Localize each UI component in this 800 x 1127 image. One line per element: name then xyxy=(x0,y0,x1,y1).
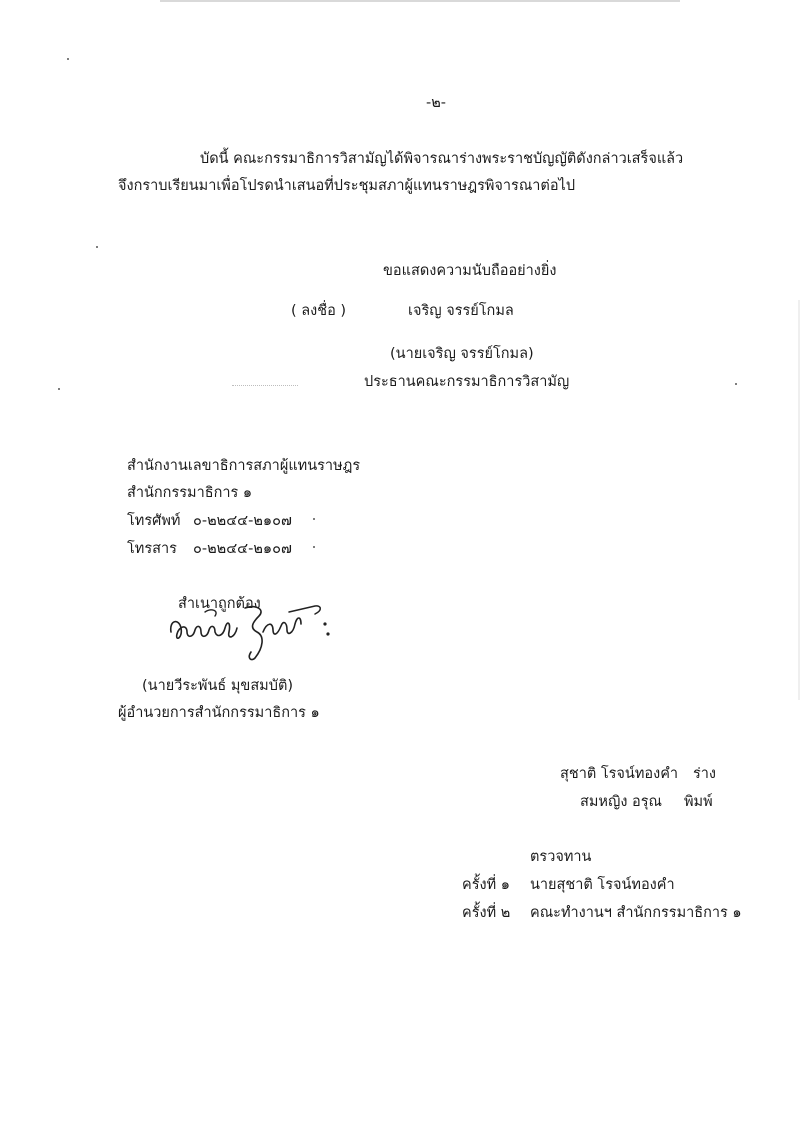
scan-speck xyxy=(67,58,69,60)
scan-speck xyxy=(735,383,737,385)
handwritten-signature xyxy=(165,598,340,664)
certifier-position: ผู้อำนวยการสำนักกรรมาธิการ ๑ xyxy=(118,705,320,721)
review-round-1-label: ครั้งที่ ๑ xyxy=(462,877,510,893)
signer-full-name: (นายเจริญ จรรย์โกมล) xyxy=(390,346,534,362)
review-round-1-value: นายสุชาติ โรจน์ทองคำ xyxy=(530,877,675,893)
office-line-2: สำนักกรรมาธิการ ๑ xyxy=(127,485,253,501)
drafter-role: ร่าง xyxy=(693,766,717,782)
phone-number: ๐-๒๒๔๔-๒๑๐๗ xyxy=(193,513,292,529)
scan-speck xyxy=(96,246,98,248)
fax-label: โทรสาร xyxy=(127,541,177,557)
faint-dotted-mark xyxy=(232,385,298,386)
review-heading: ตรวจทาน xyxy=(530,849,592,865)
scan-speck xyxy=(313,546,315,548)
fax-number: ๐-๒๒๔๔-๒๑๐๗ xyxy=(193,541,292,557)
certified-label: สำเนาถูกต้อง xyxy=(178,596,261,612)
certifier-name: (นายวีระพันธ์ มุขสมบัติ) xyxy=(142,678,294,694)
review-round-2-label: ครั้งที่ ๒ xyxy=(462,905,511,921)
page-number: -๒- xyxy=(426,95,447,111)
office-line-1: สำนักงานเลขาธิการสภาผู้แทนราษฎร xyxy=(127,458,361,474)
typist-name: สมหญิง อรุณ xyxy=(580,794,662,810)
body-line-2: จึงกราบเรียนมาเพื่อโปรดนำเสนอที่ประชุมสภาผู้แทนราษฎรพิจารณาต่อไป xyxy=(118,178,576,194)
scan-speck xyxy=(313,518,315,520)
review-round-2-value: คณะทำงานฯ สำนักกรรมาธิการ ๑ xyxy=(530,905,742,921)
typist-role: พิมพ์ xyxy=(684,794,713,810)
signed-name: เจริญ จรรย์โกมล xyxy=(408,303,514,319)
sign-prefix: ( ลงชื่อ ) xyxy=(291,303,347,319)
body-line-1: บัดนี้ คณะกรรมาธิการวิสามัญได้พิจารณาร่างพระราชบัญญัติดังกล่าวเสร็จแล้ว xyxy=(200,151,684,167)
scan-edge xyxy=(160,0,680,2)
signer-position: ประธานคณะกรรมาธิการวิสามัญ xyxy=(364,374,570,390)
phone-label: โทรศัพท์ xyxy=(127,513,181,529)
drafter-name: สุชาติ โรจน์ทองคำ xyxy=(560,766,679,782)
salutation: ขอแสดงความนับถืออย่างยิ่ง xyxy=(383,263,557,279)
scan-speck xyxy=(58,388,60,390)
